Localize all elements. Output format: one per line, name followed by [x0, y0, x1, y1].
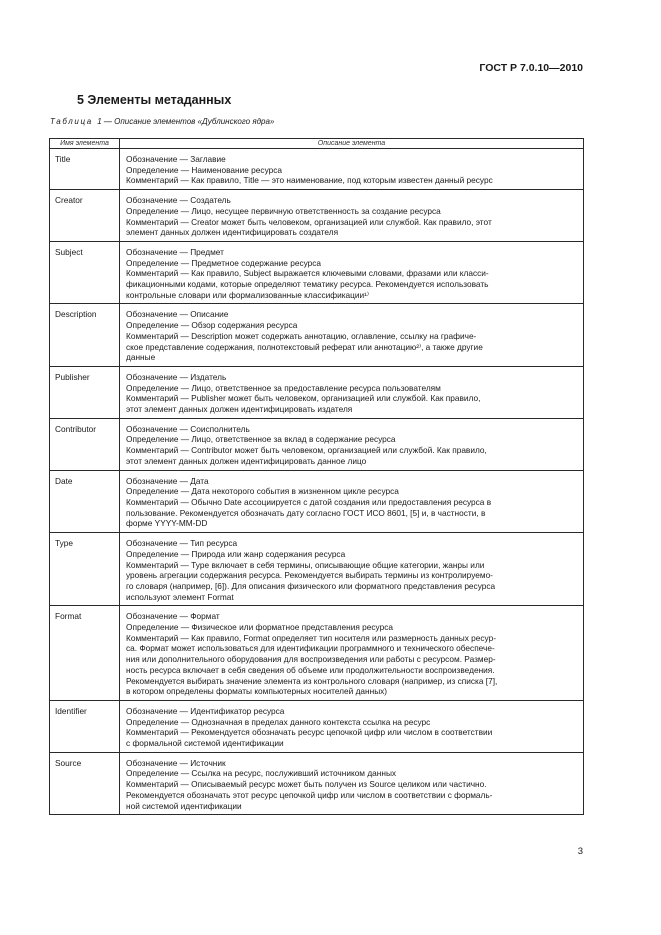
description-line: са. Формат может использоваться для идентификации программного и технического обеспече-: [126, 643, 495, 654]
element-description: [120, 470, 584, 533]
description-line: ское представление содержания, полнотекстовый реферат или аннотацию²⁾, а также другие: [126, 341, 483, 352]
description-line: Обозначение — Соисполнитель: [126, 423, 250, 434]
table-row: [50, 190, 584, 242]
description-line: го словаря (например, [6]). Для описания физического или форматного представления ресурса: [126, 580, 496, 591]
table-row: [50, 700, 584, 752]
description-line: Определение — Наименование ресурса: [126, 164, 282, 175]
description-line: форме YYYY-MM-DD: [126, 518, 208, 529]
description-line: пользование. Рекомендуется обозначать дату согласно ГОСТ ИСО 8601, [5] и, в частности, в: [126, 507, 486, 518]
element-description: [120, 149, 584, 190]
section-title: 5 Элементы метаданных: [77, 93, 232, 107]
description-line: Определение — Обзор содержания ресурса: [126, 320, 298, 331]
description-line: фикационными кодами, которые определяют тематику ресурса. Рекомендуется использовать: [126, 279, 489, 290]
description-line: ной системой идентификации: [126, 800, 242, 811]
element-name: Publisher: [50, 366, 120, 418]
element-name: Format: [50, 606, 120, 701]
description-line: с формальной системой идентификации: [126, 738, 284, 749]
caption-text: 1 — Описание элементов «Дублинского ядра»: [97, 117, 275, 126]
description-line: Обозначение — Дата: [126, 475, 209, 486]
table-header-row: [50, 139, 584, 149]
description-line: Определение — Лицо, несущее первичную ответственность за создание ресурса: [126, 205, 441, 216]
description-line: Комментарий — Обычно Date ассоциируется с датой создания или предоставления ресурса в: [126, 496, 492, 507]
table-row: [50, 606, 584, 701]
element-description: [120, 418, 584, 470]
description-line: данные: [126, 352, 156, 363]
element-name: Contributor: [50, 418, 120, 470]
description-line: Комментарий — Описываемый ресурс может быть получен из Source целиком или частично.: [126, 779, 487, 790]
description-line: Определение — Лицо, ответственное за предоставление ресурса пользователям: [126, 382, 441, 393]
description-line: Обозначение — Идентификатор ресурса: [126, 705, 285, 716]
metadata-elements-table: [49, 138, 584, 815]
table-caption: [50, 117, 274, 126]
element-name: Identifier: [50, 700, 120, 752]
description-line: этот элемент данных должен идентифицировать издателя: [126, 404, 353, 415]
element-description: [120, 304, 584, 367]
description-line: в котором определены форматы компьютерных носителей данных): [126, 686, 388, 697]
description-line: Определение — Лицо, ответственное за вклад в содержание ресурса: [126, 434, 396, 445]
table-row: [50, 149, 584, 190]
element-name: Title: [50, 149, 120, 190]
description-line: Обозначение — Формат: [126, 611, 220, 622]
table-row: [50, 533, 584, 606]
table-row: [50, 470, 584, 533]
description-line: Комментарий — Description может содержать аннотацию, оглавление, ссылку на графиче-: [126, 330, 477, 341]
element-description: [120, 606, 584, 701]
description-line: Комментарий — Contributor может быть человеком, организацией или службой. Как правило,: [126, 445, 487, 456]
description-line: ния или дополнительного оборудования для воспроизведения или работы с ресурсом. Размер-: [126, 654, 496, 665]
description-line: Определение — Предметное содержание ресурса: [126, 257, 322, 268]
element-description: [120, 700, 584, 752]
description-line: Обозначение — Издатель: [126, 371, 227, 382]
description-line: Комментарий — Как правило, Title — это наименование, под которым известен данный ресурс: [126, 175, 493, 186]
description-line: Рекомендуется обозначать этот ресурс цепочкой цифр или числом в соответствии с формаль-: [126, 789, 493, 800]
description-line: Определение — Однозначная в пределах данного контекста ссылка на ресурс: [126, 716, 431, 727]
column-header-name: Имя элемента: [50, 139, 120, 149]
description-line: Определение — Дата некоторого события в жизненном цикле ресурса: [126, 486, 399, 497]
description-line: Комментарий — Рекомендуется обозначать ресурс цепочкой цифр или числом в соответствии: [126, 727, 493, 738]
description-line: ность ресурса включает в себя сведения об объеме или продолжительности воспроизведения.: [126, 664, 495, 675]
description-line: элемент данных должен идентифицировать создателя: [126, 227, 339, 238]
description-line: Комментарий — Как правило, Subject выражается ключевыми словами, фразами или класси-: [126, 268, 489, 279]
description-line: Обозначение — Источник: [126, 757, 226, 768]
element-name: Source: [50, 752, 120, 815]
element-name: Subject: [50, 241, 120, 304]
element-description: [120, 241, 584, 304]
description-line: используют элемент Format: [126, 591, 234, 602]
description-line: Обозначение — Тип ресурса: [126, 538, 238, 549]
element-name: Type: [50, 533, 120, 606]
element-description: [120, 366, 584, 418]
element-name: Date: [50, 470, 120, 533]
description-line: Обозначение — Создатель: [126, 195, 231, 206]
description-line: Комментарий — Creator может быть человеком, организацией или службой. Как правило, этот: [126, 216, 492, 227]
description-line: Комментарий — Как правило, Format определяет тип носителя или размерность данных ресур-: [126, 632, 496, 643]
description-line: Комментарий — Publisher может быть человеком, организацией или службой. Как правило,: [126, 393, 481, 404]
page-number: 3: [577, 846, 583, 857]
description-line: контрольные словари или формализованные классификации¹⁾: [126, 289, 369, 300]
element-name: Description: [50, 304, 120, 367]
document-code: ГОСТ Р 7.0.10—2010: [479, 62, 583, 74]
description-line: Определение — Ссылка на ресурс, послуживший источником данных: [126, 768, 397, 779]
description-line: Определение — Природа или жанр содержания ресурса: [126, 548, 346, 559]
caption-label: Таблица: [50, 117, 93, 126]
description-line: Комментарий — Type включает в себя термины, описывающие общие категории, жанры или: [126, 559, 485, 570]
description-line: Определение — Физическое или форматное представления ресурса: [126, 622, 393, 633]
description-line: Рекомендуется выбирать значение элемента из контрольного словаря (например, из списка [7],: [126, 675, 498, 686]
description-line: Обозначение — Предмет: [126, 246, 224, 257]
element-name: Creator: [50, 190, 120, 242]
column-header-description: Описание элемента: [120, 139, 584, 149]
table-row: [50, 418, 584, 470]
table-row: [50, 304, 584, 367]
element-description: [120, 190, 584, 242]
table-row: [50, 241, 584, 304]
element-description: [120, 752, 584, 815]
table-row: [50, 366, 584, 418]
description-line: Обозначение — Описание: [126, 309, 229, 320]
table-row: [50, 752, 584, 815]
description-line: этот элемент данных должен идентифицировать данное лицо: [126, 455, 367, 466]
element-description: [120, 533, 584, 606]
description-line: уровень агрегации содержания ресурса. Рекомендуется выбирать термины из контролируемо-: [126, 570, 493, 581]
description-line: Обозначение — Заглавие: [126, 154, 226, 164]
